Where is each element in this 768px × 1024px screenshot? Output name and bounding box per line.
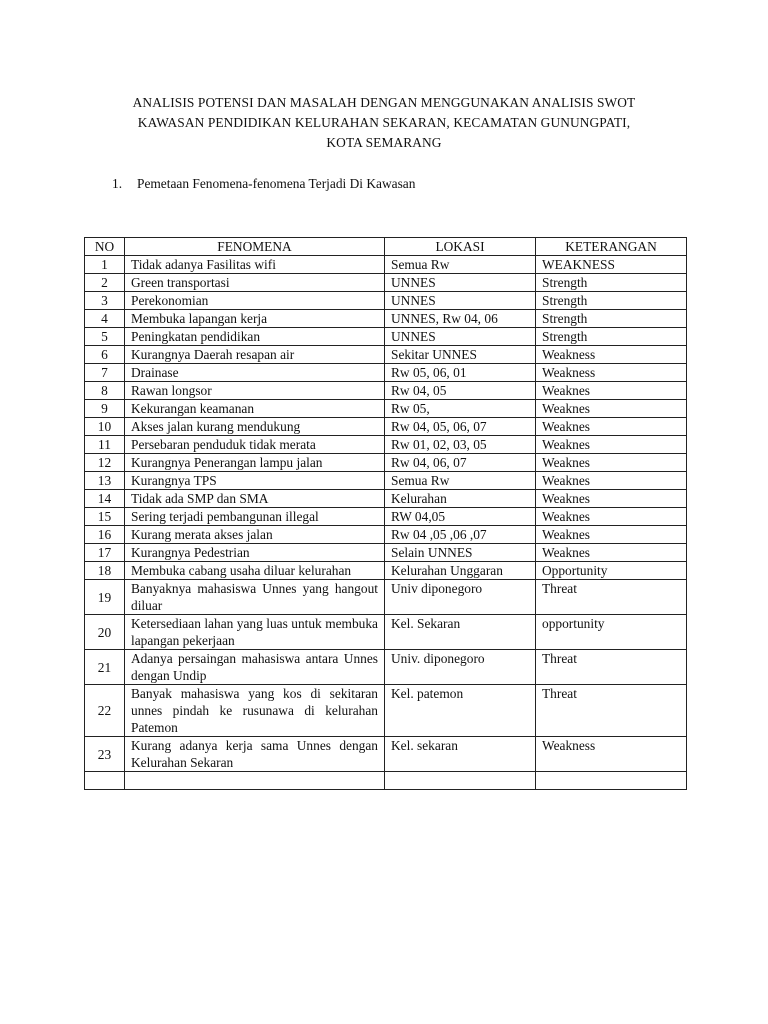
title-line-1: ANALISIS POTENSI DAN MASALAH DENGAN MENGGUNAKAN ANALISIS SWOT [132,95,636,110]
cell-lokasi: Univ. diponegoro [385,650,536,685]
cell-lokasi: Selain UNNES [385,544,536,562]
section-heading [112,176,415,192]
cell-no: 7 [85,364,125,382]
cell-no: 23 [85,737,125,772]
table-row [85,737,687,772]
cell-lokasi: RW 04,05 [385,508,536,526]
cell-lokasi: Kel. Sekaran [385,615,536,650]
cell-lokasi: Rw 04, 05, 06, 07 [385,418,536,436]
cell-no: 21 [85,650,125,685]
cell-fenomena: Kurangnya Pedestrian [125,544,385,562]
cell-lokasi: Rw 01, 02, 03, 05 [385,436,536,454]
cell-lokasi: Kelurahan Unggaran [385,562,536,580]
cell-no: 13 [85,472,125,490]
cell-keterangan: Weaknes [536,400,687,418]
cell-fenomena: Tidak adanya Fasilitas wifi [125,256,385,274]
cell-keterangan: opportunity [536,615,687,650]
cell-fenomena: Perekonomian [125,292,385,310]
cell-fenomena: Kurang adanya kerja sama Unnes dengan Kelurahan Sekaran [125,737,385,772]
cell-lokasi: Semua Rw [385,256,536,274]
cell-keterangan: Weaknes [536,544,687,562]
cell-fenomena: Membuka cabang usaha diluar kelurahan [125,562,385,580]
cell-keterangan: Strength [536,274,687,292]
table-row [85,685,687,737]
table-row [85,400,687,418]
title-line-2: KAWASAN PENDIDIKAN KELURAHAN SEKARAN, KECAMATAN GUNUNGPATI, [137,115,631,130]
cell-no: 3 [85,292,125,310]
cell-keterangan: Weakness [536,364,687,382]
section-number: 1. [112,176,123,191]
cell-no: 22 [85,685,125,737]
table-row-empty [85,772,687,790]
cell-fenomena: Peningkatan pendidikan [125,328,385,346]
cell-no: 11 [85,436,125,454]
table-row [85,328,687,346]
cell-lokasi: Rw 05, [385,400,536,418]
cell-keterangan: Opportunity [536,562,687,580]
table-row [85,615,687,650]
cell-keterangan: Weakness [536,346,687,364]
cell-keterangan: Threat [536,650,687,685]
table-row [85,544,687,562]
cell-no: 17 [85,544,125,562]
table-row [85,472,687,490]
cell-lokasi: Rw 04, 05 [385,382,536,400]
section-title: Pemetaan Fenomena-fenomena Terjadi Di Kawasan [137,176,416,191]
cell-keterangan: Weaknes [536,526,687,544]
header-keterangan: KETERANGAN [536,238,687,256]
cell-fenomena: Membuka lapangan kerja [125,310,385,328]
cell-fenomena: Green transportasi [125,274,385,292]
table-body [85,256,687,790]
table-row [85,508,687,526]
cell-keterangan: Weaknes [536,454,687,472]
cell-no: 16 [85,526,125,544]
table-row [85,436,687,454]
header-no: NO [85,238,125,256]
table-row [85,256,687,274]
table-header-row [85,238,687,256]
cell-no: 2 [85,274,125,292]
cell-lokasi: Semua Rw [385,472,536,490]
cell-no: 14 [85,490,125,508]
cell-lokasi: Kelurahan [385,490,536,508]
cell-no: 4 [85,310,125,328]
cell-fenomena: Kurangnya Penerangan lampu jalan [125,454,385,472]
cell-fenomena: Persebaran penduduk tidak merata [125,436,385,454]
cell-no: 19 [85,580,125,615]
cell-keterangan: Weaknes [536,418,687,436]
cell-no: 9 [85,400,125,418]
cell-fenomena: Adanya persaingan mahasiswa antara Unnes dengan Undip [125,650,385,685]
cell-no: 10 [85,418,125,436]
cell-no: 15 [85,508,125,526]
empty-cell [125,772,385,790]
table-row [85,346,687,364]
title-line-3: KOTA SEMARANG [326,135,442,150]
swot-table [84,237,687,790]
cell-fenomena: Kekurangan keamanan [125,400,385,418]
cell-no: 12 [85,454,125,472]
table-row [85,292,687,310]
header-lokasi: LOKASI [385,238,536,256]
table-row [85,364,687,382]
cell-lokasi: Kel. patemon [385,685,536,737]
cell-fenomena: Kurangnya Daerah resapan air [125,346,385,364]
cell-keterangan: WEAKNESS [536,256,687,274]
cell-keterangan: Weaknes [536,436,687,454]
cell-lokasi: Kel. sekaran [385,737,536,772]
cell-fenomena: Sering terjadi pembangunan illegal [125,508,385,526]
cell-no: 18 [85,562,125,580]
table-row [85,454,687,472]
table-row [85,310,687,328]
cell-keterangan: Threat [536,685,687,737]
cell-lokasi: Univ diponegoro [385,580,536,615]
cell-no: 8 [85,382,125,400]
cell-fenomena: Banyaknya mahasiswa Unnes yang hangout diluar [125,580,385,615]
cell-lokasi: UNNES [385,292,536,310]
cell-fenomena: Akses jalan kurang mendukung [125,418,385,436]
table-row [85,562,687,580]
document-title [84,93,684,153]
empty-cell [85,772,125,790]
cell-no: 5 [85,328,125,346]
cell-keterangan: Strength [536,292,687,310]
empty-cell [536,772,687,790]
cell-keterangan: Weaknes [536,490,687,508]
cell-keterangan: Weakness [536,737,687,772]
cell-lokasi: Rw 04 ,05 ,06 ,07 [385,526,536,544]
cell-fenomena: Kurang merata akses jalan [125,526,385,544]
cell-fenomena: Kurangnya TPS [125,472,385,490]
cell-keterangan: Strength [536,310,687,328]
cell-lokasi: UNNES [385,328,536,346]
cell-keterangan: Weaknes [536,382,687,400]
cell-no: 6 [85,346,125,364]
cell-keterangan: Weaknes [536,472,687,490]
cell-fenomena: Drainase [125,364,385,382]
cell-fenomena: Tidak ada SMP dan SMA [125,490,385,508]
table-row [85,490,687,508]
cell-no: 1 [85,256,125,274]
cell-fenomena: Banyak mahasiswa yang kos di sekitaran unnes pindah ke rusunawa di kelurahan Patemon [125,685,385,737]
cell-keterangan: Weaknes [536,508,687,526]
cell-keterangan: Strength [536,328,687,346]
cell-fenomena: Rawan longsor [125,382,385,400]
table-row [85,650,687,685]
empty-cell [385,772,536,790]
cell-no: 20 [85,615,125,650]
table-row [85,580,687,615]
cell-fenomena: Ketersediaan lahan yang luas untuk membuka lapangan pekerjaan [125,615,385,650]
cell-lokasi: UNNES, Rw 04, 06 [385,310,536,328]
cell-lokasi: Rw 05, 06, 01 [385,364,536,382]
table-row [85,382,687,400]
cell-lokasi: Sekitar UNNES [385,346,536,364]
table-row [85,274,687,292]
cell-keterangan: Threat [536,580,687,615]
header-fenomena: FENOMENA [125,238,385,256]
table-row [85,526,687,544]
table-row [85,418,687,436]
cell-lokasi: Rw 04, 06, 07 [385,454,536,472]
cell-lokasi: UNNES [385,274,536,292]
